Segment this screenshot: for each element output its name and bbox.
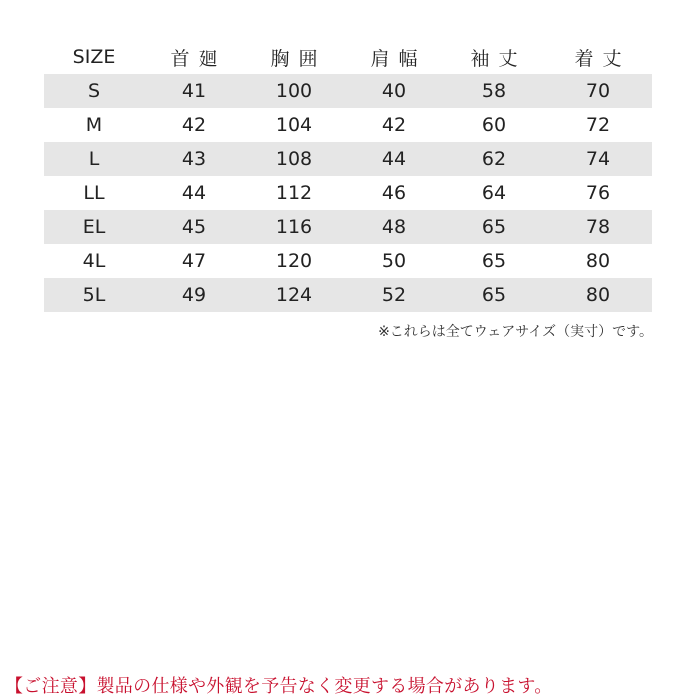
neck-cell: 45	[181, 216, 207, 238]
header-sleeve: 袖丈	[470, 47, 527, 70]
table-row	[44, 142, 652, 176]
header-size: SIZE	[72, 46, 116, 68]
measurement-note: ※これらは全てウェアサイズ（実寸）です。	[378, 324, 653, 340]
length-cell: 70	[585, 80, 611, 102]
shoulder-cell: 50	[381, 250, 407, 272]
shoulder-cell: 42	[381, 114, 407, 136]
chest-cell: 124	[275, 284, 313, 306]
header-length: 着丈	[574, 47, 631, 70]
shoulder-cell: 46	[381, 182, 407, 204]
sleeve-cell: 62	[481, 148, 507, 170]
table-row	[44, 74, 652, 108]
chest-cell: 108	[275, 148, 313, 170]
table-row	[44, 244, 652, 278]
sleeve-cell: 60	[481, 114, 507, 136]
shoulder-cell: 48	[381, 216, 407, 238]
neck-cell: 44	[181, 182, 207, 204]
table-row	[44, 278, 652, 312]
sleeve-cell: 65	[481, 216, 507, 238]
table-row	[44, 108, 652, 142]
shoulder-cell: 40	[381, 80, 407, 102]
size-cell: M	[85, 114, 103, 136]
size-cell: EL	[82, 216, 106, 238]
size-cell: S	[87, 80, 101, 102]
chest-cell: 100	[275, 80, 313, 102]
sleeve-cell: 58	[481, 80, 507, 102]
sleeve-cell: 64	[481, 182, 507, 204]
chest-cell: 104	[275, 114, 313, 136]
neck-cell: 49	[181, 284, 207, 306]
length-cell: 80	[585, 284, 611, 306]
length-cell: 78	[585, 216, 611, 238]
shoulder-cell: 44	[381, 148, 407, 170]
sleeve-cell: 65	[481, 250, 507, 272]
caution-notice: 【ご注意】製品の仕様や外観を予告なく変更する場合があります。	[5, 676, 553, 697]
length-cell: 80	[585, 250, 611, 272]
size-cell: 5L	[82, 284, 106, 306]
length-cell: 72	[585, 114, 611, 136]
length-cell: 74	[585, 148, 611, 170]
header-neck: 首廻	[170, 47, 227, 70]
header-shoulder: 肩幅	[370, 47, 427, 70]
chest-cell: 120	[275, 250, 313, 272]
neck-cell: 42	[181, 114, 207, 136]
header-row	[44, 40, 652, 74]
size-cell: LL	[83, 182, 105, 204]
table-row	[44, 176, 652, 210]
size-cell: 4L	[82, 250, 106, 272]
size-chart-table	[44, 40, 652, 312]
size-cell: L	[88, 148, 100, 170]
sleeve-cell: 65	[481, 284, 507, 306]
neck-cell: 47	[181, 250, 207, 272]
length-cell: 76	[585, 182, 611, 204]
chest-cell: 112	[275, 182, 313, 204]
neck-cell: 41	[181, 80, 207, 102]
table-row	[44, 210, 652, 244]
neck-cell: 43	[181, 148, 207, 170]
shoulder-cell: 52	[381, 284, 407, 306]
chest-cell: 116	[275, 216, 313, 238]
header-chest: 胸囲	[270, 47, 327, 70]
